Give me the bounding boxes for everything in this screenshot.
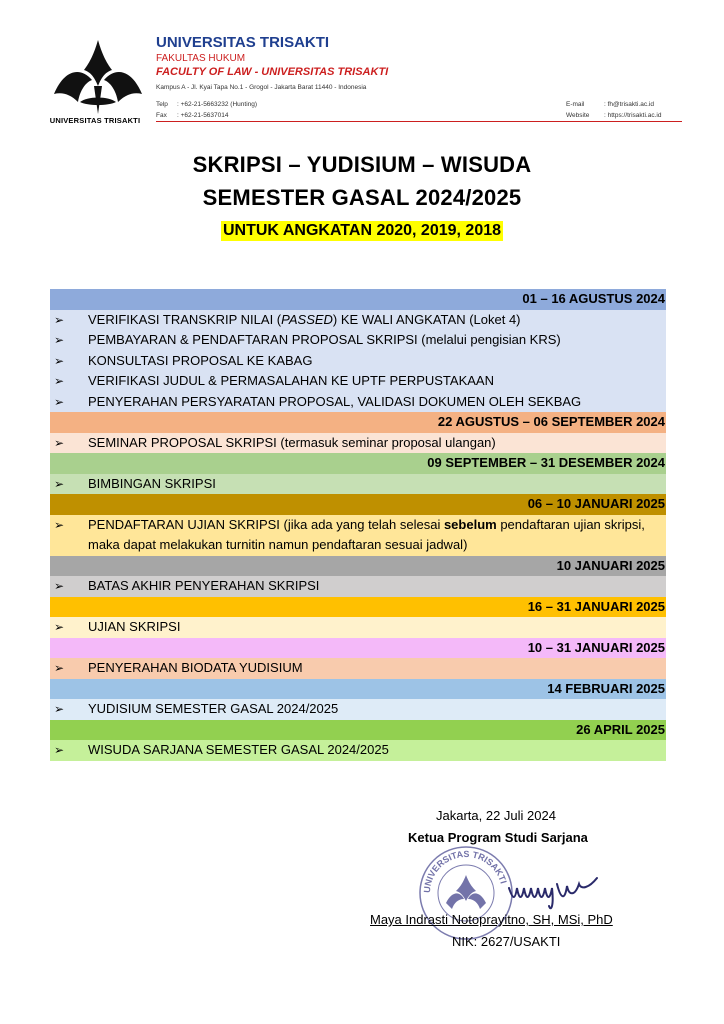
signature-place-date: Jakarta, 22 Juli 2024 <box>436 808 556 823</box>
title-line-1: SKRIPSI – YUDISIUM – WISUDA <box>192 152 532 177</box>
letterhead-faculty-en: FACULTY OF LAW - UNIVERSITAS TRISAKTI <box>156 66 389 78</box>
website-value: : https://trisakti.ac.id <box>604 112 662 119</box>
list-item: ➢ YUDISIUM SEMESTER GASAL 2024/2025 <box>50 699 666 720</box>
list-item: ➢ BATAS AKHIR PENYERAHAN SKRIPSI <box>50 576 666 597</box>
list-item: ➢ SEMINAR PROPOSAL SKRIPSI (termasuk seminar proposal ulangan) <box>50 433 666 454</box>
list-item: ➢ PENDAFTARAN UJIAN SKRIPSI (jika ada yang telah selesai sebelum pendaftaran ujian skripsi, maka dapat melakukan turnitin namun pendaftaran sesuai jadwal) <box>50 515 666 556</box>
list-item: ➢ UJIAN SKRIPSI <box>50 617 666 638</box>
fax-value: : +62-21-5637014 <box>177 112 229 119</box>
email-value: : fh@trisakti.ac.id <box>604 101 654 108</box>
telp-value: : +62-21-5663232 (Hunting) <box>177 101 258 108</box>
list-item: ➢ PENYERAHAN BIODATA YUDISIUM <box>50 658 666 679</box>
list-item: ➢ KONSULTASI PROPOSAL KE KABAG <box>50 351 666 372</box>
arrow-bullet-icon: ➢ <box>54 517 65 532</box>
university-logo <box>50 36 146 116</box>
arrow-bullet-icon: ➢ <box>54 394 65 409</box>
list-item: ➢ BIMBINGAN SKRIPSI <box>50 474 666 495</box>
list-item: ➢ VERIFIKASI TRANSKRIP NILAI (PASSED) KE WALI ANGKATAN (Loket 4) <box>50 310 666 331</box>
fax-label: Fax <box>156 112 167 119</box>
arrow-bullet-icon: ➢ <box>54 435 65 450</box>
logo-caption: UNIVERSITAS TRISAKTI <box>49 116 141 125</box>
letterhead-divider <box>156 121 682 122</box>
letterhead-university: UNIVERSITAS TRISAKTI <box>156 34 330 51</box>
email-label: E-mail <box>566 101 585 108</box>
subtitle-highlight: UNTUK ANGKATAN 2020, 2019, 2018 <box>222 222 502 239</box>
telp-label: Telp <box>156 101 168 108</box>
arrow-bullet-icon: ➢ <box>54 353 65 368</box>
section-header: 22 AGUSTUS – 06 SEPTEMBER 2024 <box>50 412 666 433</box>
list-item: ➢ WISUDA SARJANA SEMESTER GASAL 2024/2025 <box>50 740 666 761</box>
arrow-bullet-icon: ➢ <box>54 743 65 757</box>
letterhead-faculty: FAKULTAS HUKUM <box>156 53 246 64</box>
section-header: 10 JANUARI 2025 <box>50 556 666 577</box>
arrow-bullet-icon: ➢ <box>54 702 65 716</box>
list-item: ➢ VERIFIKASI JUDUL & PERMASALAHAN KE UPTF PERPUSTAKAAN <box>50 371 666 392</box>
arrow-bullet-icon: ➢ <box>54 476 65 491</box>
section-header: 10 – 31 JANUARI 2025 <box>50 638 666 659</box>
list-item: ➢ PEMBAYARAN & PENDAFTARAN PROPOSAL SKRIPSI (melalui pengisian KRS) <box>50 330 666 351</box>
handwritten-signature <box>505 866 605 916</box>
arrow-bullet-icon: ➢ <box>54 312 65 327</box>
svg-text:UNIVERSITAS TRISAKTI: UNIVERSITAS TRISAKTI <box>421 848 509 894</box>
arrow-bullet-icon: ➢ <box>54 374 65 388</box>
schedule-table <box>50 289 666 761</box>
arrow-bullet-icon: ➢ <box>54 661 65 675</box>
section-header: 26 APRIL 2025 <box>50 720 666 741</box>
section-header: 06 – 10 JANUARI 2025 <box>50 494 666 515</box>
signature-position: Ketua Program Studi Sarjana <box>408 830 588 845</box>
section-header: 16 – 31 JANUARI 2025 <box>50 597 666 618</box>
section-header: 09 SEPTEMBER – 31 DESEMBER 2024 <box>50 453 666 474</box>
list-item: ➢ PENYERAHAN PERSYARATAN PROPOSAL, VALIDASI DOKUMEN OLEH SEKBAG <box>50 392 666 413</box>
signatory-name: Maya Indrasti Notoprayitno, SH, MSi, PhD <box>370 912 613 927</box>
arrow-bullet-icon: ➢ <box>54 333 65 347</box>
signatory-nik: NIK: 2627/USAKTI <box>452 934 561 949</box>
arrow-bullet-icon: ➢ <box>54 579 65 593</box>
section-header: 01 – 16 AGUSTUS 2024 <box>50 289 666 310</box>
section-header: 14 FEBRUARI 2025 <box>50 679 666 700</box>
arrow-bullet-icon: ➢ <box>54 620 65 634</box>
letterhead-address: Kampus A - Jl. Kyai Tapa No.1 - Grogol - Jakarta Barat 11440 - Indonesia <box>156 84 367 91</box>
title-line-2: SEMESTER GASAL 2024/2025 <box>202 185 522 210</box>
website-label: Website <box>566 112 590 119</box>
